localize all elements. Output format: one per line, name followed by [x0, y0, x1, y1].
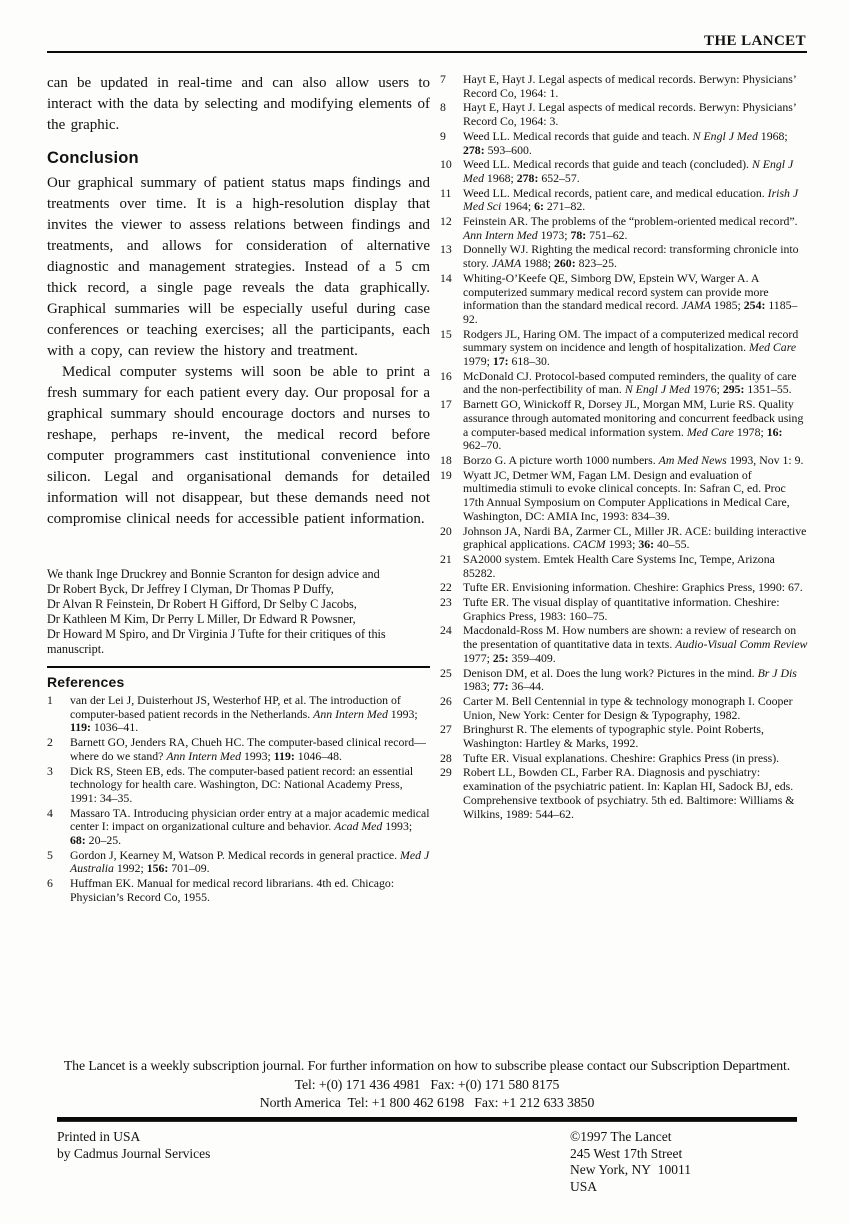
reference-number: 1 [47, 693, 53, 707]
reference-number: 6 [47, 876, 53, 891]
reference-text: Barnett GO, Jenders RA, Chueh HC. The computer-based clinical record—where do we stand? Ann Intern Med 1993; 119: 1046–48. [70, 735, 426, 763]
reference-item [440, 723, 808, 750]
subscription-phone-line: Tel: +(0) 171 436 4981 Fax: +(0) 171 580 8175 [294, 1076, 560, 1092]
reference-number: 27 [440, 722, 452, 737]
reference-number: 15 [440, 326, 452, 341]
reference-number: 11 [440, 185, 452, 200]
reference-item [440, 752, 808, 766]
reference-item [440, 215, 808, 242]
conclusion-heading: Conclusion [47, 149, 139, 167]
reference-number: 26 [440, 693, 452, 708]
reference-list-right [440, 73, 808, 821]
reference-text: Rodgers JL, Haring OM. The impact of a computerized medical record summary system on incidence and length of hospitalization. Med Care 1979; 17: 618–30. [463, 326, 799, 369]
reference-item [440, 525, 808, 552]
reference-item [440, 243, 808, 270]
acknowledgment-line: Dr Robert Byck, Dr Jeffrey I Clyman, Dr Thomas P Duffy, [47, 582, 334, 596]
right-column [440, 73, 808, 906]
header-rule [47, 51, 807, 53]
reference-item [440, 695, 808, 722]
reference-text: Bringhurst R. The elements of typographic style. Point Roberts, Washington: Hartley & Marks, 1992. [463, 722, 764, 751]
reference-text: Whiting-O’Keefe QE, Simborg DW, Epstein WV, Warger A. A computerized summary medical record system can provide more information than the standard medical record. JAMA 1985; 254: 1185–92. [463, 270, 798, 326]
reference-number: 16 [440, 368, 452, 383]
reference-text: Wyatt JC, Detmer WM, Fagan LM. Design and evaluation of multimedia stimuli to evoke clinical concepts. In: Safran C, ed. Proc 17th Annual Symposium on Computer Applications in Medical Care, Washington, DC: AMIA Inc, 1993: 834–39. [463, 467, 790, 523]
reference-item [47, 736, 430, 763]
reference-text: Tufte ER. Envisioning information. Cheshire: Graphics Press, 1990: 67. [463, 580, 803, 595]
reference-item [440, 766, 808, 821]
reference-number: 29 [440, 765, 452, 780]
reference-text: Denison DM, et al. Does the lung work? Pictures in the mind. Br J Dis 1983; 77: 36–44. [463, 665, 797, 694]
reference-number: 2 [47, 735, 53, 750]
reference-item [440, 158, 808, 185]
reference-number: 17 [440, 397, 452, 412]
reference-text: Carter M. Bell Centennial in type & technology monograph I. Cooper Union, New York: Center for Design & Typography, 1982. [463, 693, 793, 722]
conclusion-paragraph: Our graphical summary of patient status maps findings and treatments over time. It is a high-resolution display that invites the viewer to assess relations between findings and treatments, and allows for consideration of alternative diagnostic and management strategies. Instead of a 5 cm thick record, a single page reveals the data graphically. Graphical summaries will be especially useful during case conferences or teaching exercises; all the participants, each with a copy, can review the history and treatment. [47, 175, 430, 359]
conclusion-paragraphs [47, 173, 430, 530]
printer-info-line: Printed in USA [57, 1129, 141, 1144]
reference-item [47, 765, 430, 806]
reference-item [440, 73, 808, 100]
reference-text: Dick RS, Steen EB, eds. The computer-based patient record: an essential technology for health care. Washington, DC: National Academy Press, 1991: 34–35. [70, 763, 414, 805]
reference-text: Weed LL. Medical records, patient care, and medical education. Irish J Med Sci 1964; 6: 271–82. [463, 185, 799, 214]
reference-list-left [47, 694, 430, 905]
reference-text: van der Lei J, Duisterhout JS, Westerhof HP, et al. The introduction of computer-based patient records in the Netherlands. Ann Intern Med 1993; 119: 1036–41. [70, 693, 418, 735]
reference-item [47, 807, 430, 848]
reference-text: SA2000 system. Emtek Health Care Systems Inc, Tempe, Arizona 85282. [463, 551, 775, 580]
reference-text: Borzo G. A picture worth 1000 numbers. Am Med News 1993, Nov 1: 9. [463, 452, 804, 467]
reference-item [440, 370, 808, 397]
copyright-address-line: New York, NY 10011 [570, 1162, 692, 1177]
reference-text: Huffman EK. Manual for medical record librarians. 4th ed. Chicago: Physician’s Record Co, 1955. [70, 876, 395, 904]
reference-item [440, 667, 808, 694]
printer-info-line: by Cadmus Journal Services [57, 1145, 211, 1161]
copyright-address [570, 1129, 691, 1195]
reference-number: 3 [47, 763, 53, 778]
reference-number: 21 [440, 551, 452, 566]
reference-text: Weed LL. Medical records that guide and teach (concluded). N Engl J Med 1968; 278: 652–57. [463, 157, 794, 185]
reference-text: Tufte ER. The visual display of quantitative information. Cheshire: Graphics Press, 1983: 160–75. [463, 595, 780, 623]
subscription-block [57, 1057, 797, 1113]
reference-item [440, 398, 808, 453]
reference-number: 8 [440, 100, 446, 115]
reference-item [440, 101, 808, 128]
reference-number: 28 [440, 750, 452, 765]
reference-number: 24 [440, 623, 452, 638]
journal-masthead: THE LANCET [704, 33, 806, 49]
reference-item [440, 553, 808, 580]
intro-paragraph: can be updated in real-time and can also allow users to interact with the data by selecting and modifying elements of the graphic. [47, 75, 430, 133]
acknowledgment-line: manuscript. [47, 642, 105, 656]
printer-info [57, 1129, 210, 1162]
acknowledgments-block [47, 567, 430, 657]
article-body [47, 73, 808, 906]
reference-item [440, 469, 808, 524]
reference-text: Weed LL. Medical records that guide and teach. N Engl J Med 1968; 278: 593–600. [463, 128, 788, 157]
reference-item [440, 187, 808, 214]
references-heading: References [47, 674, 125, 690]
reference-text: Hayt E, Hayt J. Legal aspects of medical records. Berwyn: Physicians’ Record Co, 1964: 1. [463, 72, 796, 100]
copyright-address-line: USA [570, 1178, 598, 1194]
reference-item [440, 454, 808, 468]
reference-item [440, 272, 808, 327]
conclusion-paragraph: Medical computer systems will soon be able to print a fresh summary for each patient every day. Our proposal for a graphical summary should encourage doctors and nurses to reshape, perhaps re-invent, the medical record before computer programmers cast institutional convenience into silicon. Legal and organisational demands for detailed information will not disappear, but these demands need not compromise clinical needs for accessible patient information. [47, 364, 430, 527]
reference-text: McDonald CJ. Protocol-based computed reminders, the quality of care and the non-perfectibility of man. N Engl J Med 1976; 295: 1351–55. [463, 368, 797, 397]
reference-number: 23 [440, 595, 452, 610]
acknowledgment-line: Dr Howard M Spiro, and Dr Virginia J Tufte for their critiques of this [47, 627, 386, 641]
reference-number: 20 [440, 523, 452, 538]
reference-text: Feinstein AR. The problems of the “problem-oriented medical record”. Ann Intern Med 1973; 78: 751–62. [463, 214, 798, 242]
reference-text: Massaro TA. Introducing physician order entry at a major academic medical center I: impact on organizational culture and behavior. Acad Med 1993; 68: 20–25. [70, 805, 430, 848]
reference-item [440, 624, 808, 665]
reference-item [47, 877, 430, 904]
reference-item [440, 328, 808, 369]
copyright-address-line: ©1997 The Lancet [570, 1129, 672, 1144]
reference-text: Gordon J, Kearney M, Watson P. Medical records in general practice. Med J Australia 1992; 156: 701–09. [70, 847, 430, 876]
reference-number: 4 [47, 805, 53, 820]
reference-text: Robert LL, Bowden CL, Farber RA. Diagnosis and pyschiatry: examination of the psychiatric patient. In: Kaplan HI, Sadock BJ, eds. Comprehensive textbook of psychiatry. 5th ed. Baltimore: Williams & Wilkins, 1989: 544–62. [463, 765, 795, 821]
reference-text: Hayt E, Hayt J. Legal aspects of medical records. Berwyn: Physicians’ Record Co, 1964: 3. [463, 100, 796, 129]
reference-number: 7 [440, 72, 446, 86]
reference-text: Donnelly WJ. Righting the medical record: transforming chronicle into story. JAMA 1988; 260: 823–25. [463, 242, 799, 271]
reference-text: Tufte ER. Visual explanations. Cheshire: Graphics Press (in press). [463, 750, 780, 765]
reference-number: 19 [440, 467, 452, 482]
reference-item [47, 849, 430, 876]
reference-text: Macdonald-Ross M. How numbers are shown: a review of research on the presentation of quantitative data in texts. Audio-Visual Comm Review 1977; 25: 359–409. [463, 623, 808, 665]
footer-rule [57, 1117, 797, 1122]
reference-number: 12 [440, 214, 452, 229]
acknowledgment-line: We thank Inge Druckrey and Bonnie Scranton for design advice and [47, 567, 380, 581]
reference-number: 5 [47, 847, 53, 862]
reference-number: 10 [440, 157, 452, 172]
reference-number: 13 [440, 242, 452, 257]
reference-number: 18 [440, 452, 452, 467]
acknowledgment-line: Dr Kathleen M Kim, Dr Perry L Miller, Dr Edward R Powsner, [47, 612, 356, 626]
reference-number: 14 [440, 270, 452, 285]
reference-number: 25 [440, 665, 452, 680]
reference-item [440, 596, 808, 623]
reference-item [47, 694, 430, 735]
references-rule [47, 666, 430, 668]
reference-number: 9 [440, 128, 446, 143]
reference-text: Johnson JA, Nardi BA, Zarmer CL, Miller JR. ACE: building interactive graphical applications. CACM 1993; 36: 40–55. [463, 523, 807, 552]
reference-text: Barnett GO, Winickoff R, Dorsey JL, Morgan MM, Lurie RS. Quality assurance through automated monitoring and concurrent feedback using a computer-based medical information system. Med Care 1978; 16: 962–70. [463, 397, 804, 453]
reference-item [440, 581, 808, 595]
left-column [47, 73, 430, 906]
reference-number: 22 [440, 580, 452, 595]
acknowledgment-line: Dr Alvan R Feinstein, Dr Robert H Gifford, Dr Selby C Jacobs, [47, 597, 357, 611]
subscription-north-america-line: North America Tel: +1 800 462 6198 Fax: +1 212 633 3850 [259, 1095, 595, 1110]
copyright-address-line: 245 West 17th Street [570, 1145, 683, 1161]
subscription-line: The Lancet is a weekly subscription journal. For further information on how to subscribe please contact our Subscription Department. [63, 1058, 791, 1073]
reference-item [440, 130, 808, 157]
